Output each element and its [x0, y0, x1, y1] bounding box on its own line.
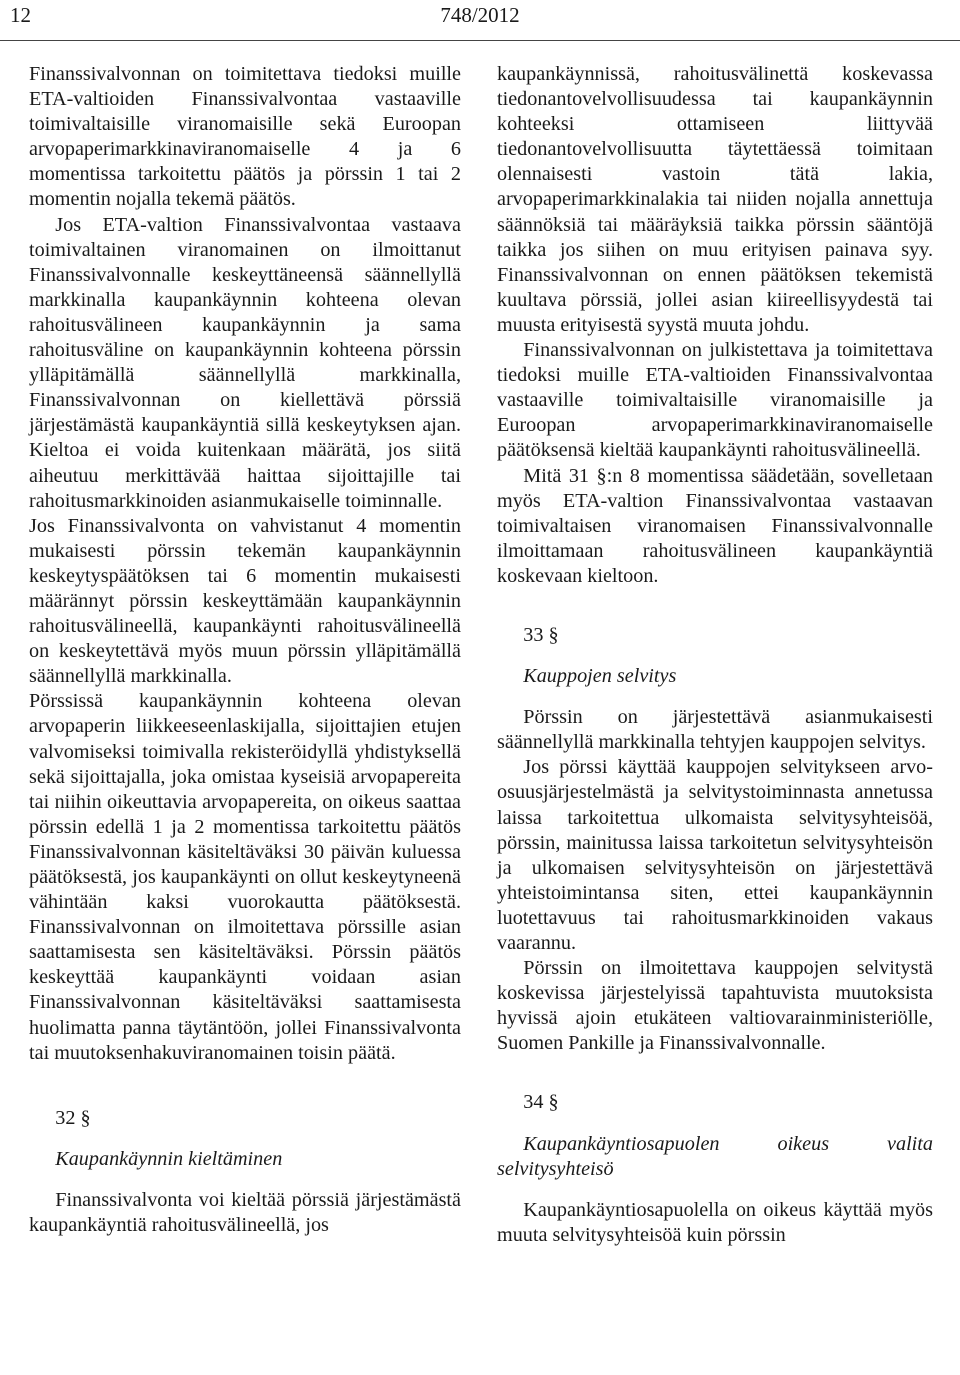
- paragraph: Pörssin on ilmoitettava kauppojen selvitystä koskevissa järjestelyissä tapahtuvista muutoksista hyvissä ajoin etukäteen valtiovarainministeriölle, Suomen Pankille ja Finanssivalvonnalle.: [497, 957, 933, 1055]
- paragraph: Finanssivalvonta voi kieltää pörssiä järjestämästä kaupankäyntiä rahoitusvälineellä, jos: [29, 1188, 461, 1237]
- paragraph: Pörssin on järjestettävä asianmukaisesti säännellyllä markkinalla tehtyjen kauppojen selvitys.: [497, 706, 933, 754]
- paragraph: Jos pörssi käyttää kauppojen selvitykseen arvo-osuusjärjestelmästä ja selvitystoiminnasta annetussa laissa tarkoitettua ulkomaista selvitysyhteisöä, pörssin, mainitussa laissa tarkoitetun selvitysyhteisön ja ulkomaisen selvitysyhteisön on järjestettävä yhteistoimintansa siten, ettei kaupankäynnin luotettavuus tai rahoitusmarkkinoiden vakaus vaarannu.: [497, 756, 933, 954]
- right-column: [497, 62, 933, 1248]
- section-title: Kaupankäyntiosapuolen oikeus valita selvitysyhteisö: [497, 1132, 933, 1180]
- paragraph: kaupankäynnissä, rahoitusvälinettä koskevassa tiedonantovelvollisuudessa tai kaupankäynnin kohteeksi ottamiseen liittyvää tiedonantovelvollisuutta täytettäessä toimitaan olennaisesti vastoin tätä lakia, arvopaperimarkkinalakia tai niiden nojalla annettuja säännöksiä tai määräyksiä taikka pörssin sääntöjä taikka jos siihen on muu erityisen painava syy. Finanssivalvonnan on ennen päätöksen tekemistä kuultava pörssiä, jollei asian kiireellisyydestä tai muusta erityisestä syystä muuta johdu.: [497, 63, 933, 336]
- page-number: 12: [10, 3, 31, 27]
- paragraph: Finanssivalvonnan on julkistettava ja toimitettava tiedoksi muille ETA-valtioiden Finanssivalvontaa vastaaville toimivaltaisille viranomaisille ja Euroopan arvopaperimarkkinaviranomaiselle päätöksensä kieltää kaupankäynti rahoitusvälineellä.: [497, 339, 933, 462]
- section-number: 33 §: [523, 623, 559, 646]
- paragraph: Mitä 31 §:n 8 momentissa säädetään, sovelletaan myös ETA-valtion Finanssivalvontaa vastaavan toimivaltaisen viranomaisen Finanssivalvonnalle ilmoittamaan rahoitusvälineen kaupankäyntiä koskevaan kieltoon.: [497, 464, 933, 587]
- section-number: 32 §: [55, 1106, 91, 1129]
- section-number: 34 §: [523, 1091, 559, 1114]
- paragraph: Kaupankäyntiosapuolella on oikeus käyttää myös muuta selvitysyhteisöä kuin pörssin: [497, 1198, 933, 1246]
- paragraph: Jos Finanssivalvonta on vahvistanut 4 momentin mukaisesti pörssin tekemän kaupankäynnin keskeytyspäätöksen tai 6 momentin mukaisesti määrännyt pörssin keskeyttämään kaupankäynnin rahoitusvälineellä, kaupankäynti rahoitusvälineellä on keskeytettävä myös muun pörssin ylläpitämällä säännellyllä markkinalla.: [29, 514, 461, 688]
- section-title: Kauppojen selvitys: [523, 665, 677, 688]
- header-rule: [0, 40, 960, 41]
- paragraph: Pörssissä kaupankäynnin kohteena olevan arvopaperin liikkeeseenlaskijalla, sijoittajien etujen valvomiseksi toimivalla rekisteröidyllä yhdistyksellä sekä sijoittajalla, joka omistaa kyseisiä arvopapereita tai niihin oikeuttavia arvopapereita, on oikeus saattaa pörssin edellä 1 ja 2 momentissa tarkoitettu päätös Finanssivalvonnan käsiteltäväksi 30 päivän kuluessa päätöksestä, jos kaupankäynti on ollut keskeytyneenä vähintään kaksi vuorokautta päätöksestä. Finanssivalvonnan on ilmoitettava pörssille asian saattamisesta sen käsiteltäväksi. Pörssin päätös keskeyttää kaupankäynti voidaan asian Finanssivalvonnan käsiteltäväksi saattamisesta huolimatta panna täytäntöön, jollei Finanssivalvonta tai muutoksenhakuviranomainen toisin päätä.: [29, 690, 461, 1064]
- section-title: Kaupankäynnin kieltäminen: [55, 1147, 283, 1170]
- left-column: [29, 62, 461, 1238]
- paragraph: Finanssivalvonnan on toimitettava tiedoksi muille ETA-valtioiden Finanssivalvontaa vastaaville toimivaltaisille viranomaisille sekä Euroopan arvopaperimarkkinaviranomaiselle 4 ja 6 momentissa tarkoitettu päätös ja pörssin 1 tai 2 momentin nojalla tekemä päätös.: [29, 63, 461, 211]
- page-header: [0, 0, 960, 30]
- paragraph: Jos ETA-valtion Finanssivalvontaa vastaava toimivaltainen viranomainen on ilmoittanut Finanssivalvonnalle keskeyttäneensä säännellyllä markkinalla kaupankäynnin kohteena olevan rahoitusvälineen kaupankäynnin ja sama rahoitusväline on kaupankäynnin kohteena pörssin ylläpitämällä säännellyllä markkinalla, Finanssivalvonnan on kiellettävä pörssiä järjestämästä kaupankäyntiä sillä keskeytyksen ajan. Kieltoa ei voida kuitenkaan määrätä, jos siitä aiheutuu merkittävää haittaa sijoittajille tai rahoitusmarkkinoiden asianmukaiselle toiminnalle.: [29, 213, 461, 512]
- document-number: 748/2012: [440, 3, 520, 27]
